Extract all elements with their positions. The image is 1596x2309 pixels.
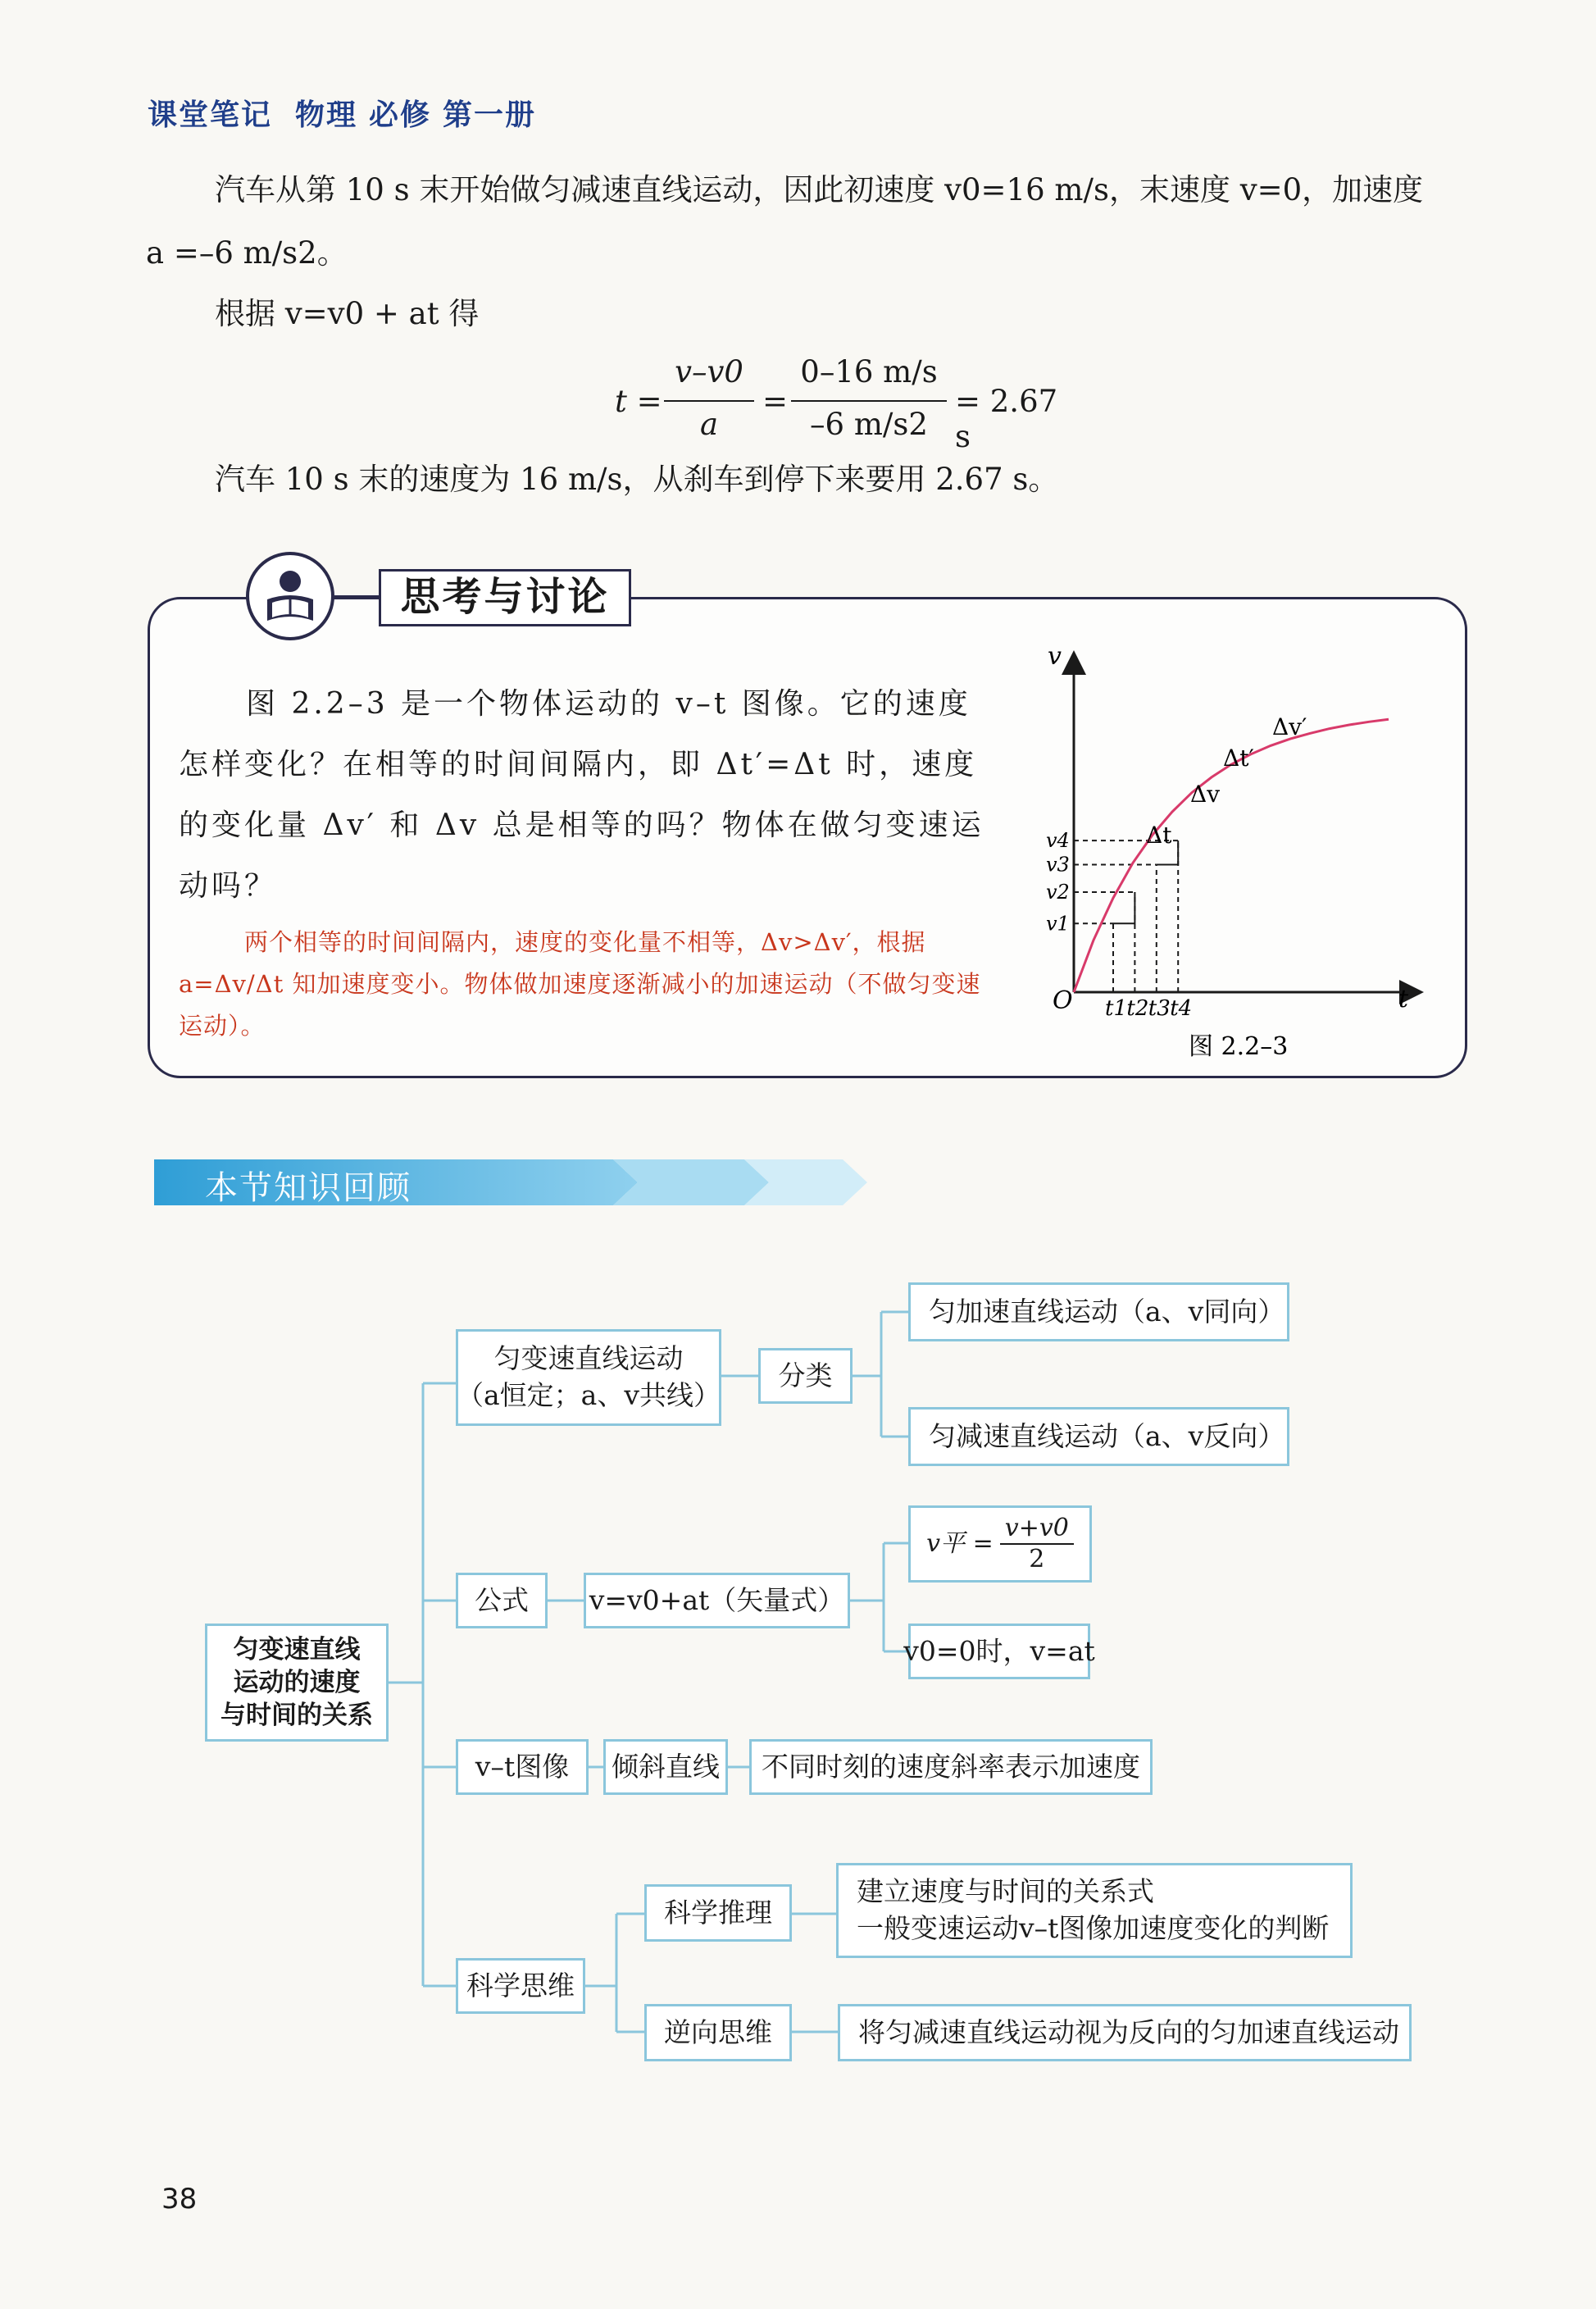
y-tick-4: v4 bbox=[1046, 829, 1070, 853]
leaf-uniform-acceleration: 匀加速直线运动（a、v同向） bbox=[908, 1282, 1289, 1341]
branch-uniform-motion bbox=[456, 1329, 721, 1426]
vt-graph-meaning: 不同时刻的速度斜率表示加速度 bbox=[749, 1739, 1153, 1795]
formula-den-1: a bbox=[699, 407, 719, 442]
vt-graph-shape: 倾斜直线 bbox=[603, 1739, 728, 1795]
branch-classify: 分类 bbox=[758, 1348, 853, 1404]
header-book: 课堂笔记 bbox=[148, 98, 273, 132]
x-tick-4: t4 bbox=[1170, 996, 1193, 1021]
y-tick-1: v1 bbox=[1046, 912, 1070, 936]
formula-num-1: v–v0 bbox=[675, 354, 743, 389]
formula-num-2: 0–16 m/s bbox=[800, 354, 938, 389]
header-volume: 必修 bbox=[369, 98, 432, 132]
x-tick-1: t1 bbox=[1105, 996, 1127, 1021]
avg-lhs: v平 = bbox=[926, 1528, 994, 1558]
delta-v-label: Δv bbox=[1190, 781, 1221, 808]
reasoning-description bbox=[836, 1863, 1353, 1958]
root-line-1: 匀变速直线 bbox=[233, 1634, 361, 1665]
formula-special-case: v0=0时，v=at bbox=[908, 1624, 1090, 1679]
reverse-thinking: 逆向思维 bbox=[644, 2004, 792, 2061]
origin-label: O bbox=[1053, 986, 1073, 1015]
y-tick-2: v2 bbox=[1046, 881, 1070, 904]
reasoning-line-2: 一般变速运动v–t图像加速度变化的判断 bbox=[857, 1912, 1330, 1944]
leaf-uniform-deceleration: 匀减速直线运动（a、v反向） bbox=[908, 1407, 1289, 1466]
mindmap-root bbox=[205, 1624, 389, 1742]
discussion-title: 思考与讨论 bbox=[379, 569, 631, 626]
x-axis-label: t bbox=[1398, 985, 1409, 1013]
solution-line-1: 汽车从第 10 s 末开始做匀减速直线运动，因此初速度 v0=16 m/s，末速度 v=0，加速度 bbox=[215, 172, 1424, 207]
x-tick-3: t3 bbox=[1148, 996, 1171, 1021]
formula-result: = 2.67 s bbox=[955, 384, 1058, 454]
delta-t-label: Δt bbox=[1146, 822, 1172, 849]
avg-den: 2 bbox=[1029, 1545, 1045, 1573]
solution-line-3: 根据 v=v0 + at 得 bbox=[215, 296, 480, 331]
avg-fraction bbox=[1000, 1514, 1074, 1574]
branch1-line-1: 匀变速直线运动 bbox=[493, 1342, 684, 1375]
page-number: 38 bbox=[161, 2183, 198, 2216]
formula-lhs: t = bbox=[615, 384, 662, 419]
figure-caption: 图 2.2–3 bbox=[1189, 1032, 1289, 1061]
solution-formula: t = v–v0 a = 0–16 m/s –6 m/s2 = 2.67 s bbox=[615, 354, 1074, 444]
root-line-3: 与时间的关系 bbox=[221, 1701, 373, 1731]
avg-num: v+v0 bbox=[1000, 1514, 1074, 1545]
reasoning-line-1: 建立速度与时间的关系式 bbox=[857, 1875, 1154, 1908]
branch1-line-2: （a恒定；a、v共线） bbox=[457, 1379, 721, 1411]
section-title: 本节知识回顾 bbox=[205, 1169, 412, 1207]
formula-average-velocity bbox=[908, 1505, 1092, 1583]
delta-v-prime-label: Δv′ bbox=[1272, 713, 1307, 740]
formula-vector: v=v0+at（矢量式） bbox=[584, 1573, 850, 1628]
x-tick-2: t2 bbox=[1126, 996, 1149, 1021]
branch-formula: 公式 bbox=[456, 1573, 548, 1628]
delta-t-prime-label: Δt′ bbox=[1223, 745, 1254, 772]
y-tick-3: v3 bbox=[1046, 853, 1070, 877]
branch-scientific-thinking: 科学思维 bbox=[456, 1958, 585, 2014]
reverse-description: 将匀减速直线运动视为反向的匀加速直线运动 bbox=[838, 2004, 1412, 2061]
y-axis-label: v bbox=[1048, 648, 1062, 671]
solution-line-2: a =–6 m/s2。 bbox=[146, 235, 348, 271]
header-subject: 物理 bbox=[295, 98, 358, 132]
root-line-2: 运动的速度 bbox=[233, 1667, 361, 1697]
formula-den-2: –6 m/s2 bbox=[810, 407, 928, 442]
discussion-answer: 两个相等的时间间隔内，速度的变化量不相等，Δv>Δv′，根据 a=Δv/Δt 知加速度变小。物体做加速度逐渐减小的加速运动（不做匀变速运动）。 bbox=[179, 928, 981, 1040]
header-edition: 第一册 bbox=[443, 98, 537, 132]
solution-line-4: 汽车 10 s 末的速度为 16 m/s，从刹车到停下来要用 2.67 s。 bbox=[215, 462, 1059, 497]
discussion-question: 图 2.2–3 是一个物体运动的 v–t 图像。它的速度怎样变化？在相等的时间间隔内，即 Δt′=Δt 时，速度的变化量 Δv′ 和 Δv 总是相等的吗？物体在做匀变速运动吗？ bbox=[179, 687, 984, 903]
scientific-reasoning: 科学推理 bbox=[644, 1884, 792, 1942]
branch-vt-graph: v–t图像 bbox=[456, 1739, 589, 1795]
